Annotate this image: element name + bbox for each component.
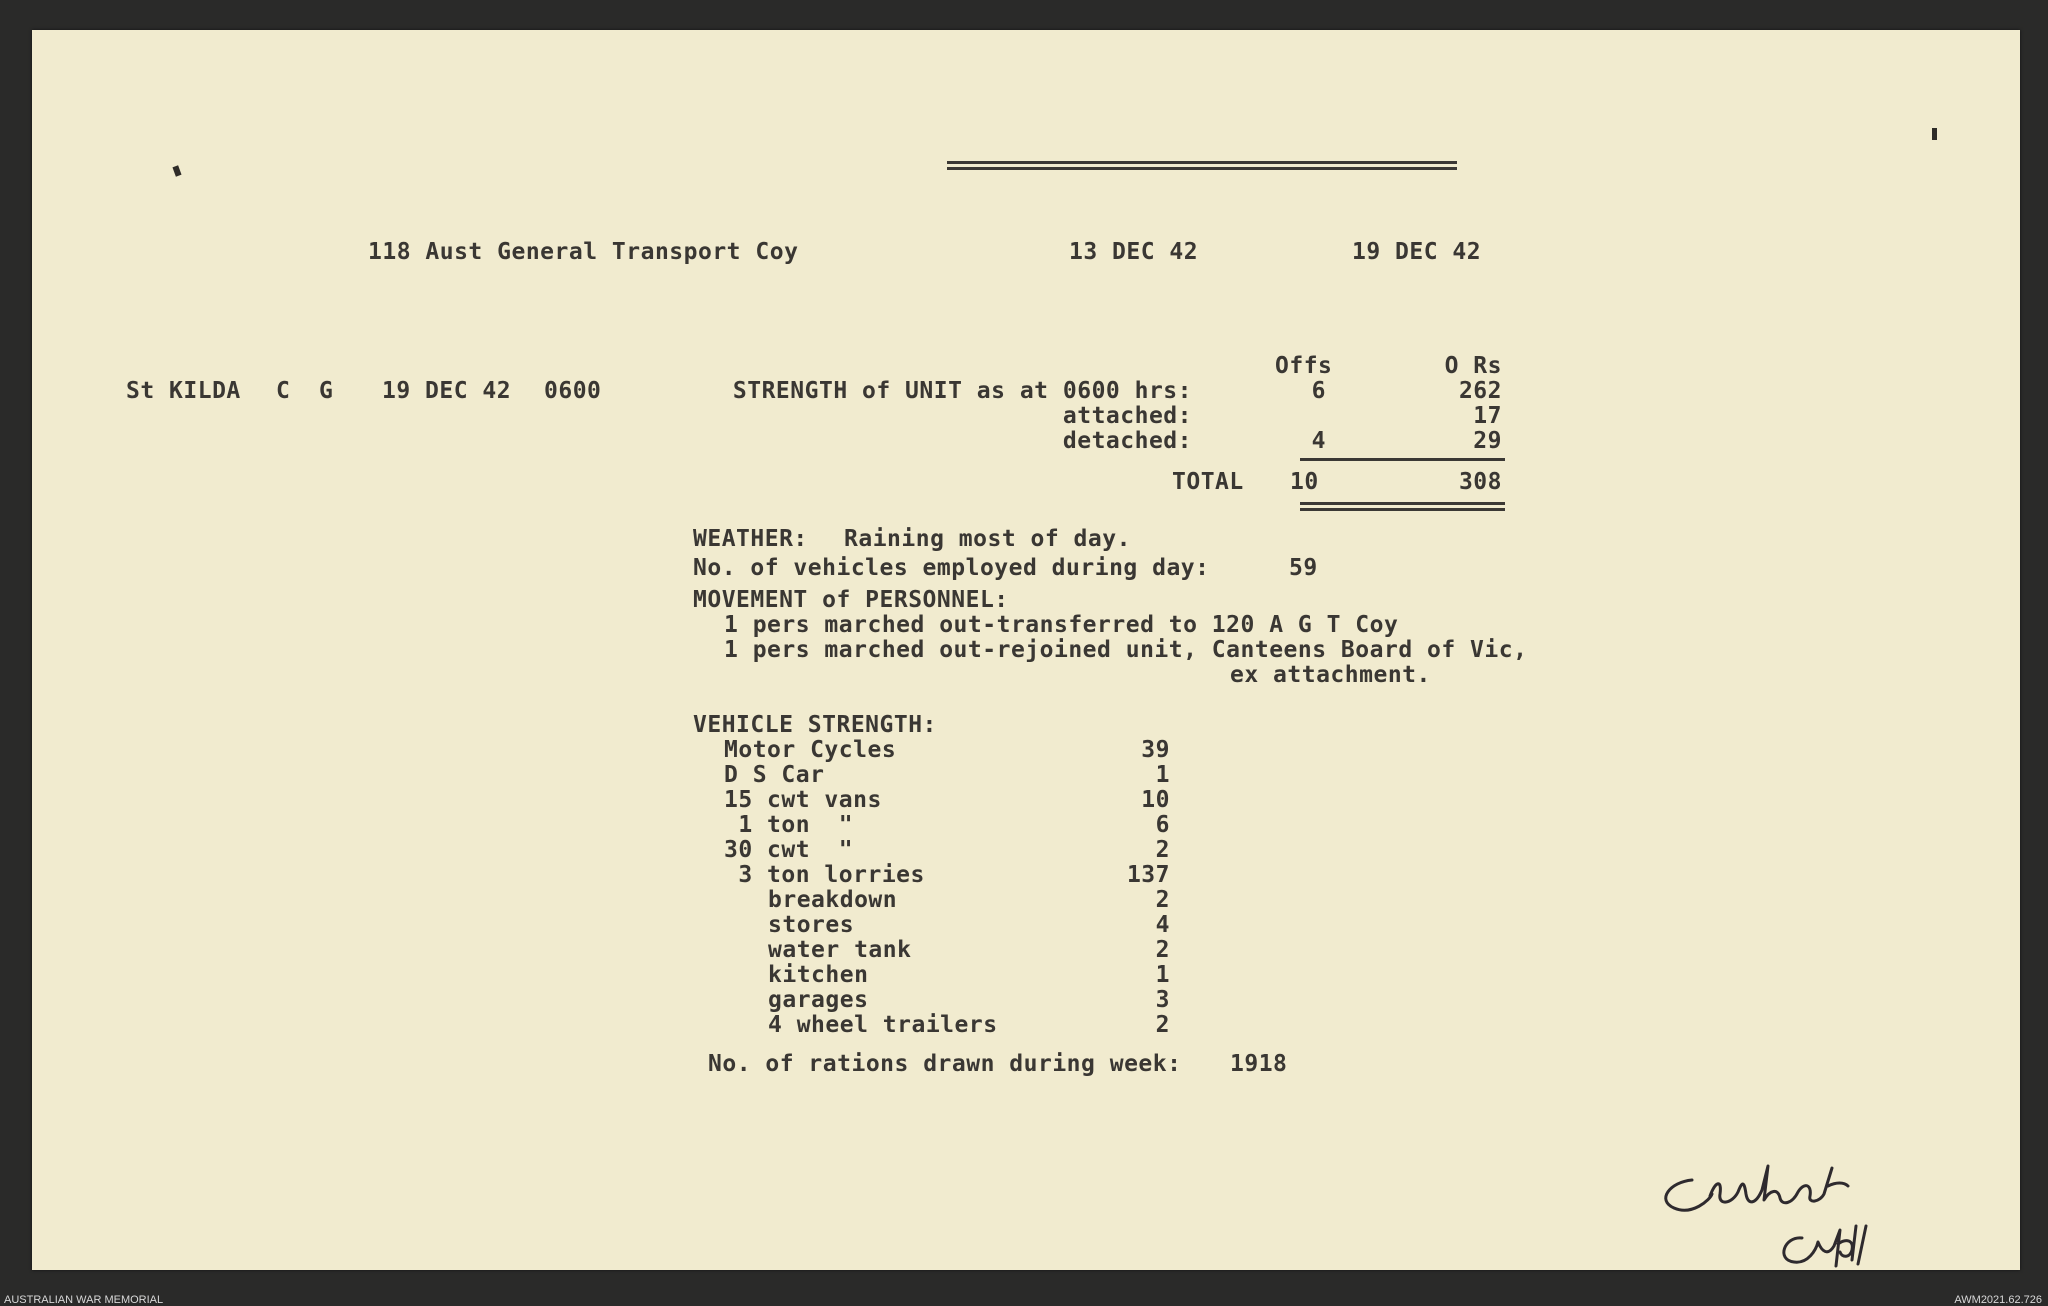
handwritten-signature: [1652, 1160, 1912, 1270]
top-rule-1: [947, 161, 1457, 164]
vehicles-employed-value: 59: [1289, 555, 1318, 581]
vehicle-label: water tank: [768, 937, 912, 963]
entry-date: 19 DEC 42: [382, 378, 512, 404]
vehicle-label: 30 cwt ": [724, 837, 854, 863]
strength-label-attached: attached:: [1062, 403, 1192, 429]
vehicle-label: D S Car: [724, 762, 825, 788]
paper-mark-left: [172, 165, 181, 176]
paper-mark-right: [1932, 128, 1937, 140]
vehicle-value: 137: [1126, 862, 1170, 888]
col-ors-header: O Rs: [1444, 353, 1502, 379]
document-page: [32, 30, 2020, 1270]
vehicle-value: 1: [1155, 962, 1170, 988]
total-label: TOTAL: [1172, 469, 1244, 495]
rations-label: No. of rations drawn during week:: [708, 1051, 1182, 1077]
unit-name: 118 Aust General Transport Coy: [368, 239, 799, 265]
movement-line-1: 1 pers marched out-transferred to 120 A G T Coy: [724, 612, 1399, 638]
vehicle-label: 1 ton ": [724, 812, 854, 838]
weather-value: Raining most of day.: [844, 526, 1131, 552]
vehicle-label: breakdown: [768, 887, 898, 913]
vehicle-value: 2: [1155, 1012, 1170, 1038]
vehicle-label: garages: [768, 987, 869, 1013]
vehicle-value: 10: [1141, 787, 1170, 813]
strength-label-detached: detached:: [1062, 428, 1192, 454]
col-offs-header: Offs: [1275, 353, 1333, 379]
movement-line-2: 1 pers marched out-rejoined unit, Canteens Board of Vic,: [724, 637, 1528, 663]
footer-left: AUSTRALIAN WAR MEMORIAL: [4, 1294, 164, 1306]
vehicle-label: 4 wheel trailers: [768, 1012, 998, 1038]
vehicle-value: 4: [1155, 912, 1170, 938]
vehicle-value: 2: [1155, 887, 1170, 913]
strength-ors-attached: 17: [1473, 403, 1502, 429]
vehicle-value: 1: [1155, 762, 1170, 788]
vehicle-value: 39: [1141, 737, 1170, 763]
rations-value: 1918: [1230, 1051, 1288, 1077]
weather-label: WEATHER:: [693, 526, 808, 552]
movement-heading: MOVEMENT of PERSONNEL:: [693, 587, 1009, 613]
vehicle-label: 3 ton lorries: [724, 862, 925, 888]
movement-line-3: ex attachment.: [1230, 662, 1431, 688]
entry-time: 0600: [544, 378, 602, 404]
subtotal-rule: [1300, 458, 1505, 461]
strength-label-unit: STRENGTH of UNIT as at 0600 hrs:: [732, 378, 1192, 404]
vehicle-value: 2: [1155, 837, 1170, 863]
vehicle-value: 6: [1155, 812, 1170, 838]
vehicle-label: kitchen: [768, 962, 869, 988]
date-to: 19 DEC 42: [1352, 239, 1482, 265]
date-from: 13 DEC 42: [1069, 239, 1199, 265]
vehicle-value: 2: [1155, 937, 1170, 963]
footer-right: AWM2021.62.726: [1954, 1294, 2042, 1306]
total-offs: 10: [1290, 469, 1319, 495]
entry-place: St KILDA: [126, 378, 241, 404]
total-rule-1: [1300, 502, 1505, 505]
total-rule-2: [1300, 508, 1505, 511]
strength-offs-unit: 6: [1311, 378, 1326, 404]
total-ors: 308: [1458, 469, 1502, 495]
entry-code: C G: [276, 378, 334, 404]
strength-ors-unit: 262: [1458, 378, 1502, 404]
top-rule-2: [947, 167, 1457, 170]
vehicle-label: stores: [768, 912, 855, 938]
strength-ors-detached: 29: [1473, 428, 1502, 454]
strength-offs-detached: 4: [1311, 428, 1326, 454]
vehicle-label: 15 cwt vans: [724, 787, 882, 813]
vehicles-employed-label: No. of vehicles employed during day:: [693, 555, 1210, 581]
vehicle-label: Motor Cycles: [724, 737, 897, 763]
vehicle-value: 3: [1155, 987, 1170, 1013]
vehicle-strength-heading: VEHICLE STRENGTH:: [693, 712, 937, 738]
